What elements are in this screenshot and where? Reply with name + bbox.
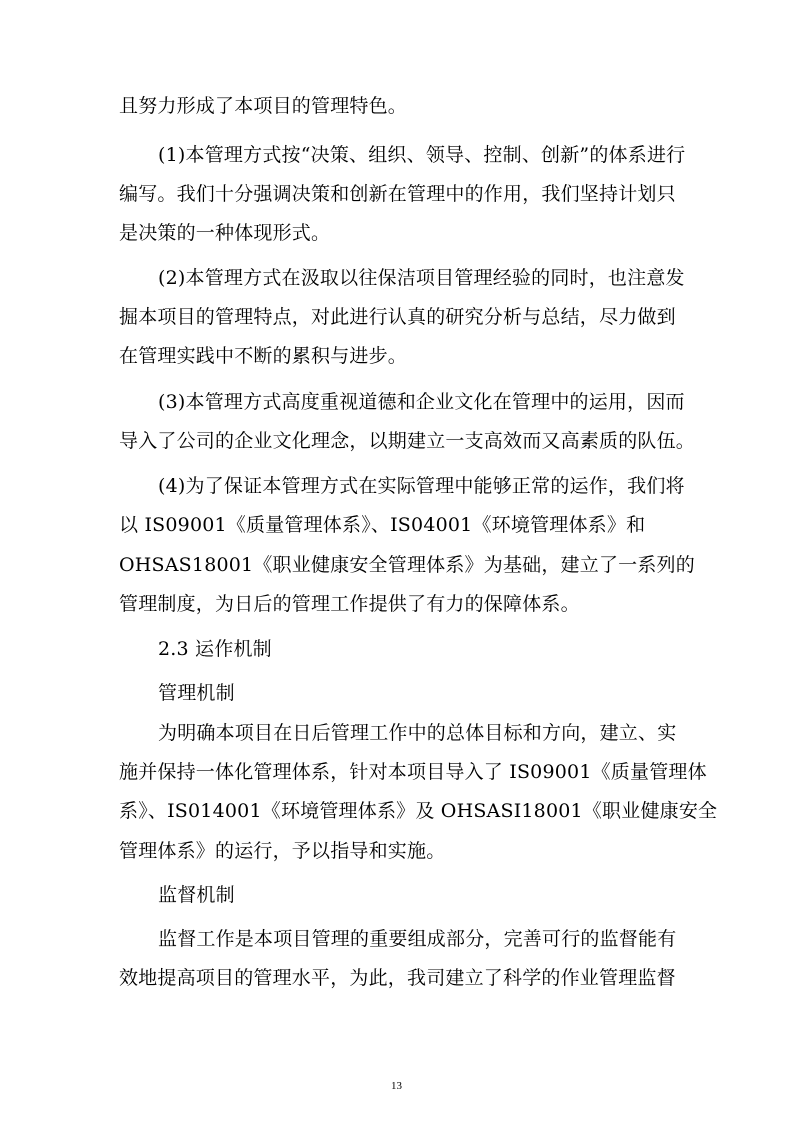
text-line: 导入了公司的企业文化理念，以期建立一支高效而又高素质的队伍。 [119, 430, 696, 452]
text-line: 效地提高项目的管理水平，为此，我司建立了科学的作业管理监督 [119, 967, 676, 989]
text-line: (3)本管理方式高度重视道德和企业文化在管理中的运用，因而 [158, 391, 685, 413]
text-line: 为明确本项目在日后管理工作中的总体目标和方向，建立、实 [158, 722, 677, 744]
text-line: (1)本管理方式按“决策、组织、领导、控制、创新”的体系进行 [158, 144, 686, 166]
text-line: 且努力形成了本项目的管理特色。 [119, 95, 408, 117]
text-line: 管理制度，为日后的管理工作提供了有力的保障体系。 [119, 593, 580, 615]
text-line: 管理体系》的运行，予以指导和实施。 [119, 840, 446, 862]
text-line: 是决策的一种体现形式。 [119, 222, 331, 244]
text-line: 系》、IS014001《环境管理体系》及 OHSASI18001《职业健康安全 [119, 800, 718, 822]
text-line: OHSAS18001《职业健康安全管理体系》为基础，建立了一系列的 [119, 554, 695, 576]
text-line: 以 IS09001《质量管理体系》、IS04001《环境管理体系》和 [119, 514, 646, 536]
text-line: 在管理实践中不断的累积与进步。 [119, 345, 408, 367]
text-line: (2)本管理方式在汲取以往保洁项目管理经验的同时，也注意发 [158, 267, 685, 289]
text-line: 施并保持一体化管理体系，针对本项目导入了 IS09001《质量管理体 [119, 761, 707, 783]
text-line: 掘本项目的管理特点，对此进行认真的研究分析与总结，尽力做到 [119, 306, 676, 328]
subsection-heading: 管理机制 [158, 682, 235, 704]
section-heading: 2.3 运作机制 [158, 638, 272, 660]
text-line: 监督工作是本项目管理的重要组成部分，完善可行的监督能有 [158, 928, 677, 950]
text-line: 编写。我们十分强调决策和创新在管理中的作用，我们坚持计划只 [119, 183, 676, 205]
subsection-heading: 监督机制 [158, 884, 235, 906]
text-line: (4)为了保证本管理方式在实际管理中能够正常的运作，我们将 [158, 475, 685, 497]
page-number: 13 [391, 1080, 402, 1092]
